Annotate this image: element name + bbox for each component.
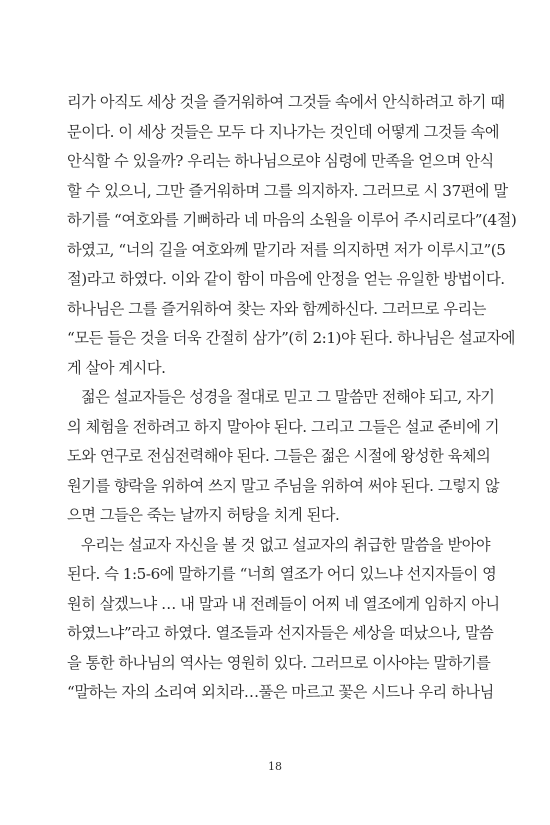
text-line: 으면 그들은 죽는 날까지 허탕을 치게 된다. <box>67 506 340 524</box>
paragraph-first-line: 젊은 설교자들은 성경을 절대로 믿고 그 말씀만 전해야 되고, 자기 <box>81 388 495 406</box>
text-line: 안식할 수 있을까? 우리는 하나님으로야 심령에 만족을 얻으며 안식 <box>67 152 494 170</box>
text-line: 문이다. 이 세상 것들은 모두 다 지나가는 것인데 어떻게 그것들 속에 <box>67 122 500 141</box>
text-line: 리가 아직도 세상 것을 즐거워하여 그것들 속에서 안식하려고 하기 때 <box>67 93 505 111</box>
text-line: 원기를 향락을 위하여 쓰지 말고 주님을 위하여 써야 된다. 그렇지 않 <box>67 476 500 495</box>
text-line: 도와 연구로 전심전력해야 된다. 그들은 젊은 시절에 왕성한 육체의 <box>67 447 491 465</box>
text-line: 하나님은 그를 즐거워하여 찾는 자와 함께하신다. 그러므로 우리는 <box>67 299 486 318</box>
text-line: 원히 살겠느냐 … 내 말과 내 전례들이 어찌 네 열조에게 임하지 아니 <box>67 594 500 613</box>
text-line: 된다. 슥 1:5-6에 말하기를 “너희 열조가 어디 있느냐 선지자들이 영 <box>67 565 497 583</box>
text-line: 하였고, “너의 길을 여호와께 맡기라 저를 의지하면 저가 이루시고”(5 <box>67 240 506 259</box>
text-line: “말하는 자의 소리여 외치라…풀은 마르고 꽃은 시드나 우리 하나님 <box>67 683 494 701</box>
text-line: 할 수 있으니, 그만 즐거워하며 그를 의지하자. 그러므로 시 37편에 말 <box>67 181 508 200</box>
text-line: 하였느냐”라고 하였다. 열조들과 선지자들은 세상을 떠났으나, 말씀 <box>67 624 494 642</box>
paragraph-first-line: 우리는 설교자 자신을 볼 것 없고 설교자의 취급한 말씀을 받아야 <box>81 535 491 554</box>
page-number: 18 <box>268 760 282 773</box>
text-line: 을 통한 하나님의 역사는 영원히 있다. 그러므로 이사야는 말하기를 <box>67 653 491 672</box>
text-line: 절)라고 하였다. 이와 같이 함이 마음에 안정을 얻는 유일한 방법이다. <box>67 270 505 288</box>
text-line: 하기를 “여호와를 기뻐하라 네 마음의 소원을 이루어 주시리로다”(4절) <box>67 211 517 229</box>
text-line: “모든 들은 것을 더욱 간절히 삼가”(히 2:1)야 된다. 하나님은 설교자에 <box>67 329 515 347</box>
body-text <box>67 88 517 708</box>
text-line: 의 체험을 전하려고 하지 말아야 된다. 그리고 그들은 설교 준비에 기 <box>67 417 500 436</box>
text-line: 게 살아 계시다. <box>67 358 166 377</box>
